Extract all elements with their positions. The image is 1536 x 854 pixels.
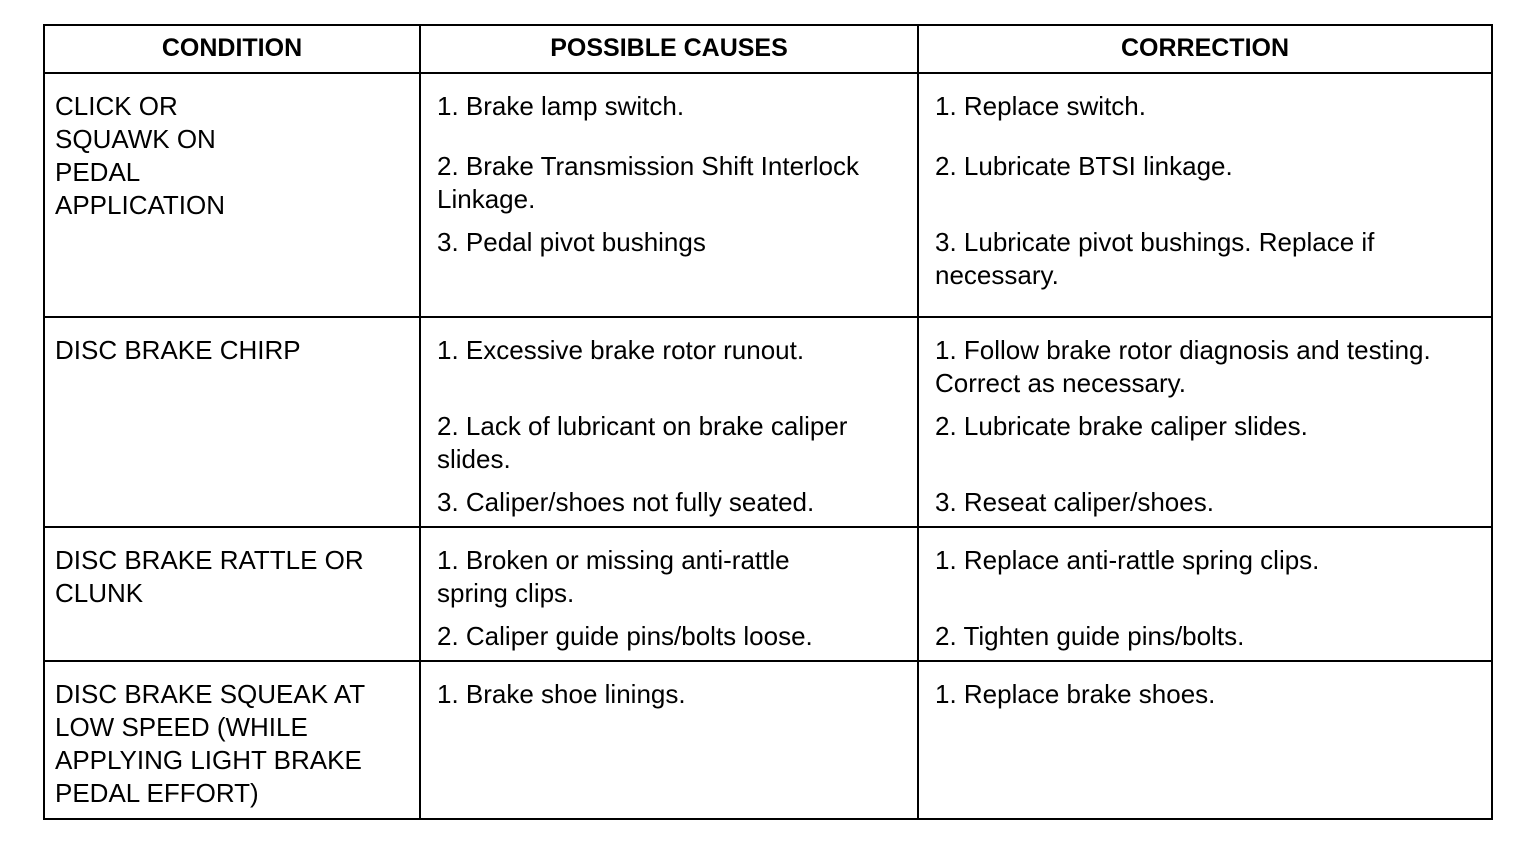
condition-cell: DISC BRAKE SQUEAK AT LOW SPEED (WHILE APPLYING LIGHT BRAKE PEDAL EFFORT) — [55, 679, 365, 808]
table-row — [45, 660, 1491, 818]
cause-item: 3. Pedal pivot bushings — [437, 227, 706, 257]
correction-item: 1. Replace brake shoes. — [935, 679, 1216, 709]
correction-item: 1. Follow brake rotor diagnosis and testing. Correct as necessary. — [935, 335, 1431, 398]
table-row — [45, 316, 1491, 526]
cause-item: 1. Brake shoe linings. — [437, 679, 686, 709]
correction-item: 1. Replace anti-rattle spring clips. — [935, 545, 1320, 575]
table-row — [45, 72, 1491, 316]
header-condition: CONDITION — [161, 34, 303, 62]
cause-item: 2. Lack of lubricant on brake caliper slides. — [437, 411, 848, 474]
correction-item: 3. Reseat caliper/shoes. — [935, 487, 1214, 517]
cause-item: 1. Excessive brake rotor runout. — [437, 335, 805, 365]
header-possible-causes: POSSIBLE CAUSES — [419, 26, 917, 72]
cause-item: 1. Brake lamp switch. — [437, 91, 685, 121]
correction-item: 2. Lubricate BTSI linkage. — [935, 151, 1233, 181]
diagnosis-table — [43, 24, 1493, 820]
correction-cell — [917, 74, 1491, 316]
correction-cell — [917, 318, 1491, 526]
correction-cell — [917, 662, 1491, 818]
correction-item: 2. Lubricate brake caliper slides. — [935, 411, 1308, 441]
condition-cell: DISC BRAKE CHIRP — [55, 335, 301, 365]
causes-cell — [419, 662, 917, 818]
correction-cell — [917, 528, 1491, 660]
header-correction: CORRECTION — [917, 26, 1491, 72]
correction-item: 3. Lubricate pivot bushings. Replace if necessary. — [935, 227, 1375, 290]
correction-item: 2. Tighten guide pins/bolts. — [935, 621, 1245, 651]
correction-item: 1. Replace switch. — [935, 91, 1146, 121]
cause-item: 3. Caliper/shoes not fully seated. — [437, 487, 815, 517]
cause-item: 2. Caliper guide pins/bolts loose. — [437, 621, 813, 651]
table-row — [45, 526, 1491, 660]
condition-cell: CLICK OR SQUAWK ON PEDAL APPLICATION — [55, 91, 226, 220]
cause-item: 2. Brake Transmission Shift Interlock Linkage. — [437, 151, 859, 214]
causes-cell — [419, 528, 917, 660]
causes-cell — [419, 318, 917, 526]
causes-cell — [419, 74, 917, 316]
condition-cell: DISC BRAKE RATTLE OR CLUNK — [55, 545, 364, 608]
table-header-row — [45, 26, 1491, 72]
cause-item: 1. Broken or missing anti-rattle spring clips. — [437, 545, 790, 608]
